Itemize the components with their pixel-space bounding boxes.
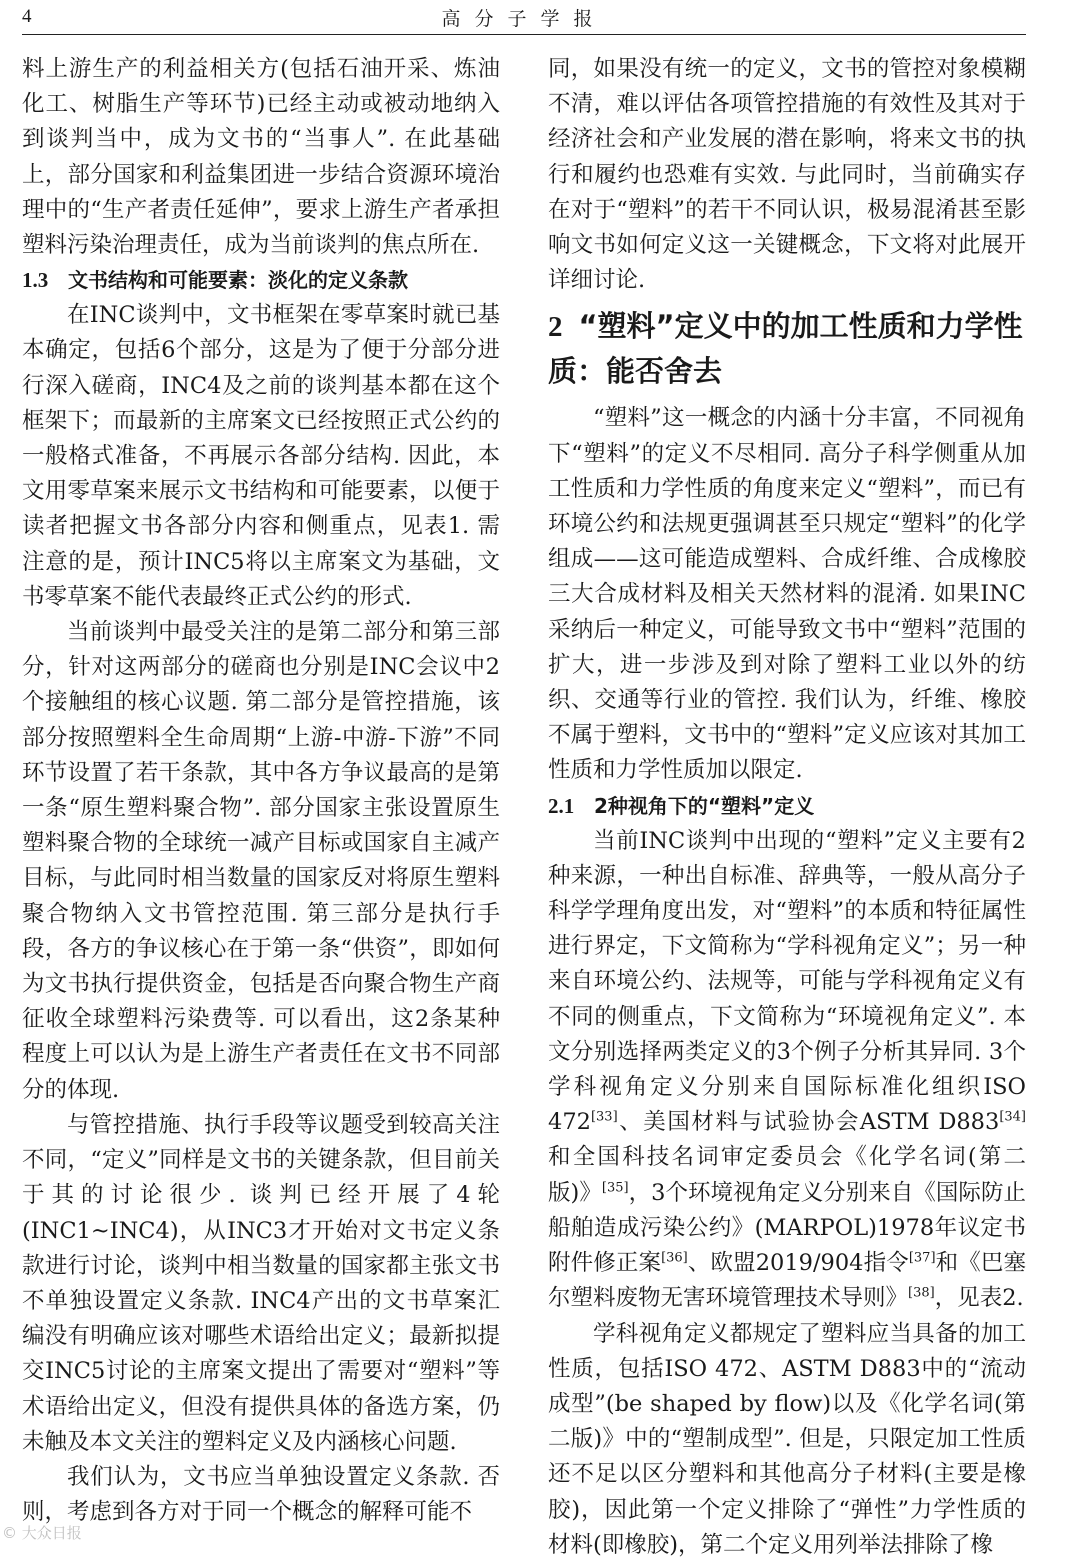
- running-header: [22, 0, 1026, 35]
- journal-title: 高分子学报: [441, 8, 607, 30]
- page-number: 4: [22, 6, 32, 27]
- text-run: ，见表2.: [934, 1285, 1024, 1312]
- citation-33[interactable]: [33]: [590, 1109, 618, 1125]
- left-column: [22, 52, 500, 1530]
- chapter-number: 2: [548, 311, 563, 344]
- text-run: 当前INC谈判中出现的“塑料”定义主要有2种来源，一种出自标准、辞典等，一般从高分子科学学理角度出发，对“塑料”的本质和特征属性进行界定，下文简称为“学科视角定义”；另一种来自环境公约、法规等，可能与学科视角定义有不同的侧重点，下文简称为“环境视角定义”. 本文分别选择两类定义的3个例子分析其异同. 3个学科视角定义分别来自国际标准化组织ISO 472: [548, 827, 1026, 1136]
- right-paragraph-4: 学科视角定义都规定了塑料应当具备的加工性质，包括ISO 472、ASTM D883中的“流动成型”(be shaped by flow)以及《化学名词(第二版)》中的“塑制成型”. 但是，只限定加工性质还不足以区分塑料和其他高分子材料(主要是橡胶)，因此第一个定义排除了“弹性”力学性质的材料(即橡胶)，第二个定义用列举法排除了橡: [548, 1320, 1026, 1558]
- text-run: ，3个环境视角定义分别来自《国际防止船舶造成污染公约》(MARPOL)1978年议定书附件修正案: [548, 1179, 1026, 1277]
- left-paragraph-5: 我们认为，文书应当单独设置定义条款. 否则，考虑到各方对于同一个概念的解释可能不: [22, 1463, 500, 1526]
- citation-35[interactable]: [35]: [601, 1180, 629, 1196]
- right-column: [548, 52, 1026, 1563]
- text-run: 和全国科技名词审定委员会《化学名词(第二版)》: [548, 1144, 1026, 1206]
- citation-38[interactable]: [38]: [908, 1285, 935, 1301]
- watermark: © 大众日报: [2, 1524, 82, 1542]
- citation-34[interactable]: [34]: [999, 1109, 1026, 1125]
- left-paragraph-2: 在INC谈判中，文书框架在零草案时就已基本确定，包括6个部分，这是为了便于分部分进行深入磋商，INC4及之前的谈判基本都在这个框架下；而最新的主席案文已经按照正式公约的一般格式准备，不再展示各部分结构. 因此，本文用零草案来展示文书结构和可能要素，以便于读者把握文书各部分内容和侧重点，见表1. 需注意的是，预计INC5将以主席案文为基础，文书零草案不能代表最终正式公约的形式.: [22, 302, 500, 610]
- right-paragraph-1: 同，如果没有统一的定义，文书的管控对象模糊不清，难以评估各项管控措施的有效性及其对于经济社会和产业发展的潜在影响，将来文书的执行和履约也恐难有实效. 与此同时，当前确实存在对于“塑料”的若干不同认识，极易混淆甚至影响文书如何定义这一关键概念，下文将对此展开详细讨论.: [548, 56, 1026, 294]
- section-1-3-heading: [22, 263, 500, 298]
- chapter-title: “塑料”定义中的加工性质和力学性质：能否舍去: [548, 309, 1023, 389]
- section-title: 2种视角下的“塑料”定义: [594, 793, 815, 818]
- section-number: 2.1: [548, 793, 575, 818]
- left-paragraph-4: 与管控措施、执行手段等议题受到较高关注不同，“定义”同样是文书的关键条款，但目前关于其的讨论很少. 谈判已经开展了4轮(INC1~INC4)，从INC3才开始对文书定义条款进行讨论，谈判中相当数量的国家都主张文书不单独设置定义条款. INC4产出的文书草案汇编没有明确应该对哪些术语给出定义；最新拟提交INC5讨论的主席案文提出了需要对“塑料”等术语给出定义，但没有提供具体的备选方案，仍未触及本文关注的塑料定义及内涵核心问题.: [22, 1111, 500, 1455]
- section-title: 文书结构和可能要素：淡化的定义条款: [68, 268, 408, 293]
- left-paragraph-1: 料上游生产的利益相关方(包括石油开采、炼油化工、树脂生产等环节)已经主动或被动地纳入到谈判当中，成为文书的“当事人”. 在此基础上，部分国家和利益集团进一步结合资源环境治理中的“生产者责任延伸”，要求上游生产者承担塑料污染治理责任，成为当前谈判的焦点所在.: [22, 56, 500, 259]
- text-run: 和《巴塞尔塑料废物无害环境管理技术导则》: [548, 1250, 1026, 1312]
- section-number: 1.3: [22, 268, 49, 293]
- citation-37[interactable]: [37]: [908, 1250, 936, 1266]
- citation-36[interactable]: [36]: [661, 1250, 688, 1266]
- text-run: 、美国材料与试验协会ASTM D883: [617, 1109, 1000, 1136]
- left-paragraph-3: 当前谈判中最受关注的是第二部分和第三部分，针对这两部分的磋商也分别是INC会议中2个接触组的核心议题. 第二部分是管控措施，该部分按照塑料全生命周期“上游-中游-下游”不同环节设置了若干条款，其中各方争议最高的是第一条“原生塑料聚合物”. 部分国家主张设置原生塑料聚合物的全球统一减产目标或国家自主减产目标，与此同时相当数量的国家反对将原生塑料聚合物纳入文书管控范围. 第三部分是执行手段，各方的争议核心在于第一条“供资”，即如何为文书执行提供资金，包括是否向聚合物生产商征收全球塑料污染费等. 可以看出，这2条某种程度上可以认为是上游生产者责任在文书不同部分的体现.: [22, 619, 500, 1103]
- text-run: 、欧盟2019/904指令: [687, 1250, 909, 1277]
- right-paragraph-2: “塑料”这一概念的内涵十分丰富，不同视角下“塑料”的定义不尽相同. 高分子科学侧重从加工性质和力学性质的角度来定义“塑料”，而已有环境公约和法规更强调甚至只规定“塑料”的化学组成——这可能造成塑料、合成纤维、合成橡胶三大合成材料及相关天然材料的混淆. 如果INC采纳后一种定义，可能导致文书中“塑料”范围的扩大，进一步涉及到对除了塑料工业以外的纺织、交通等行业的管控. 我们认为，纤维、橡胶不属于塑料，文书中的“塑料”定义应该对其加工性质和力学性质加以限定.: [548, 405, 1026, 784]
- right-paragraph-3: [548, 824, 1026, 1317]
- chapter-2-heading: [548, 304, 1026, 393]
- section-2-1-heading: [548, 789, 1026, 824]
